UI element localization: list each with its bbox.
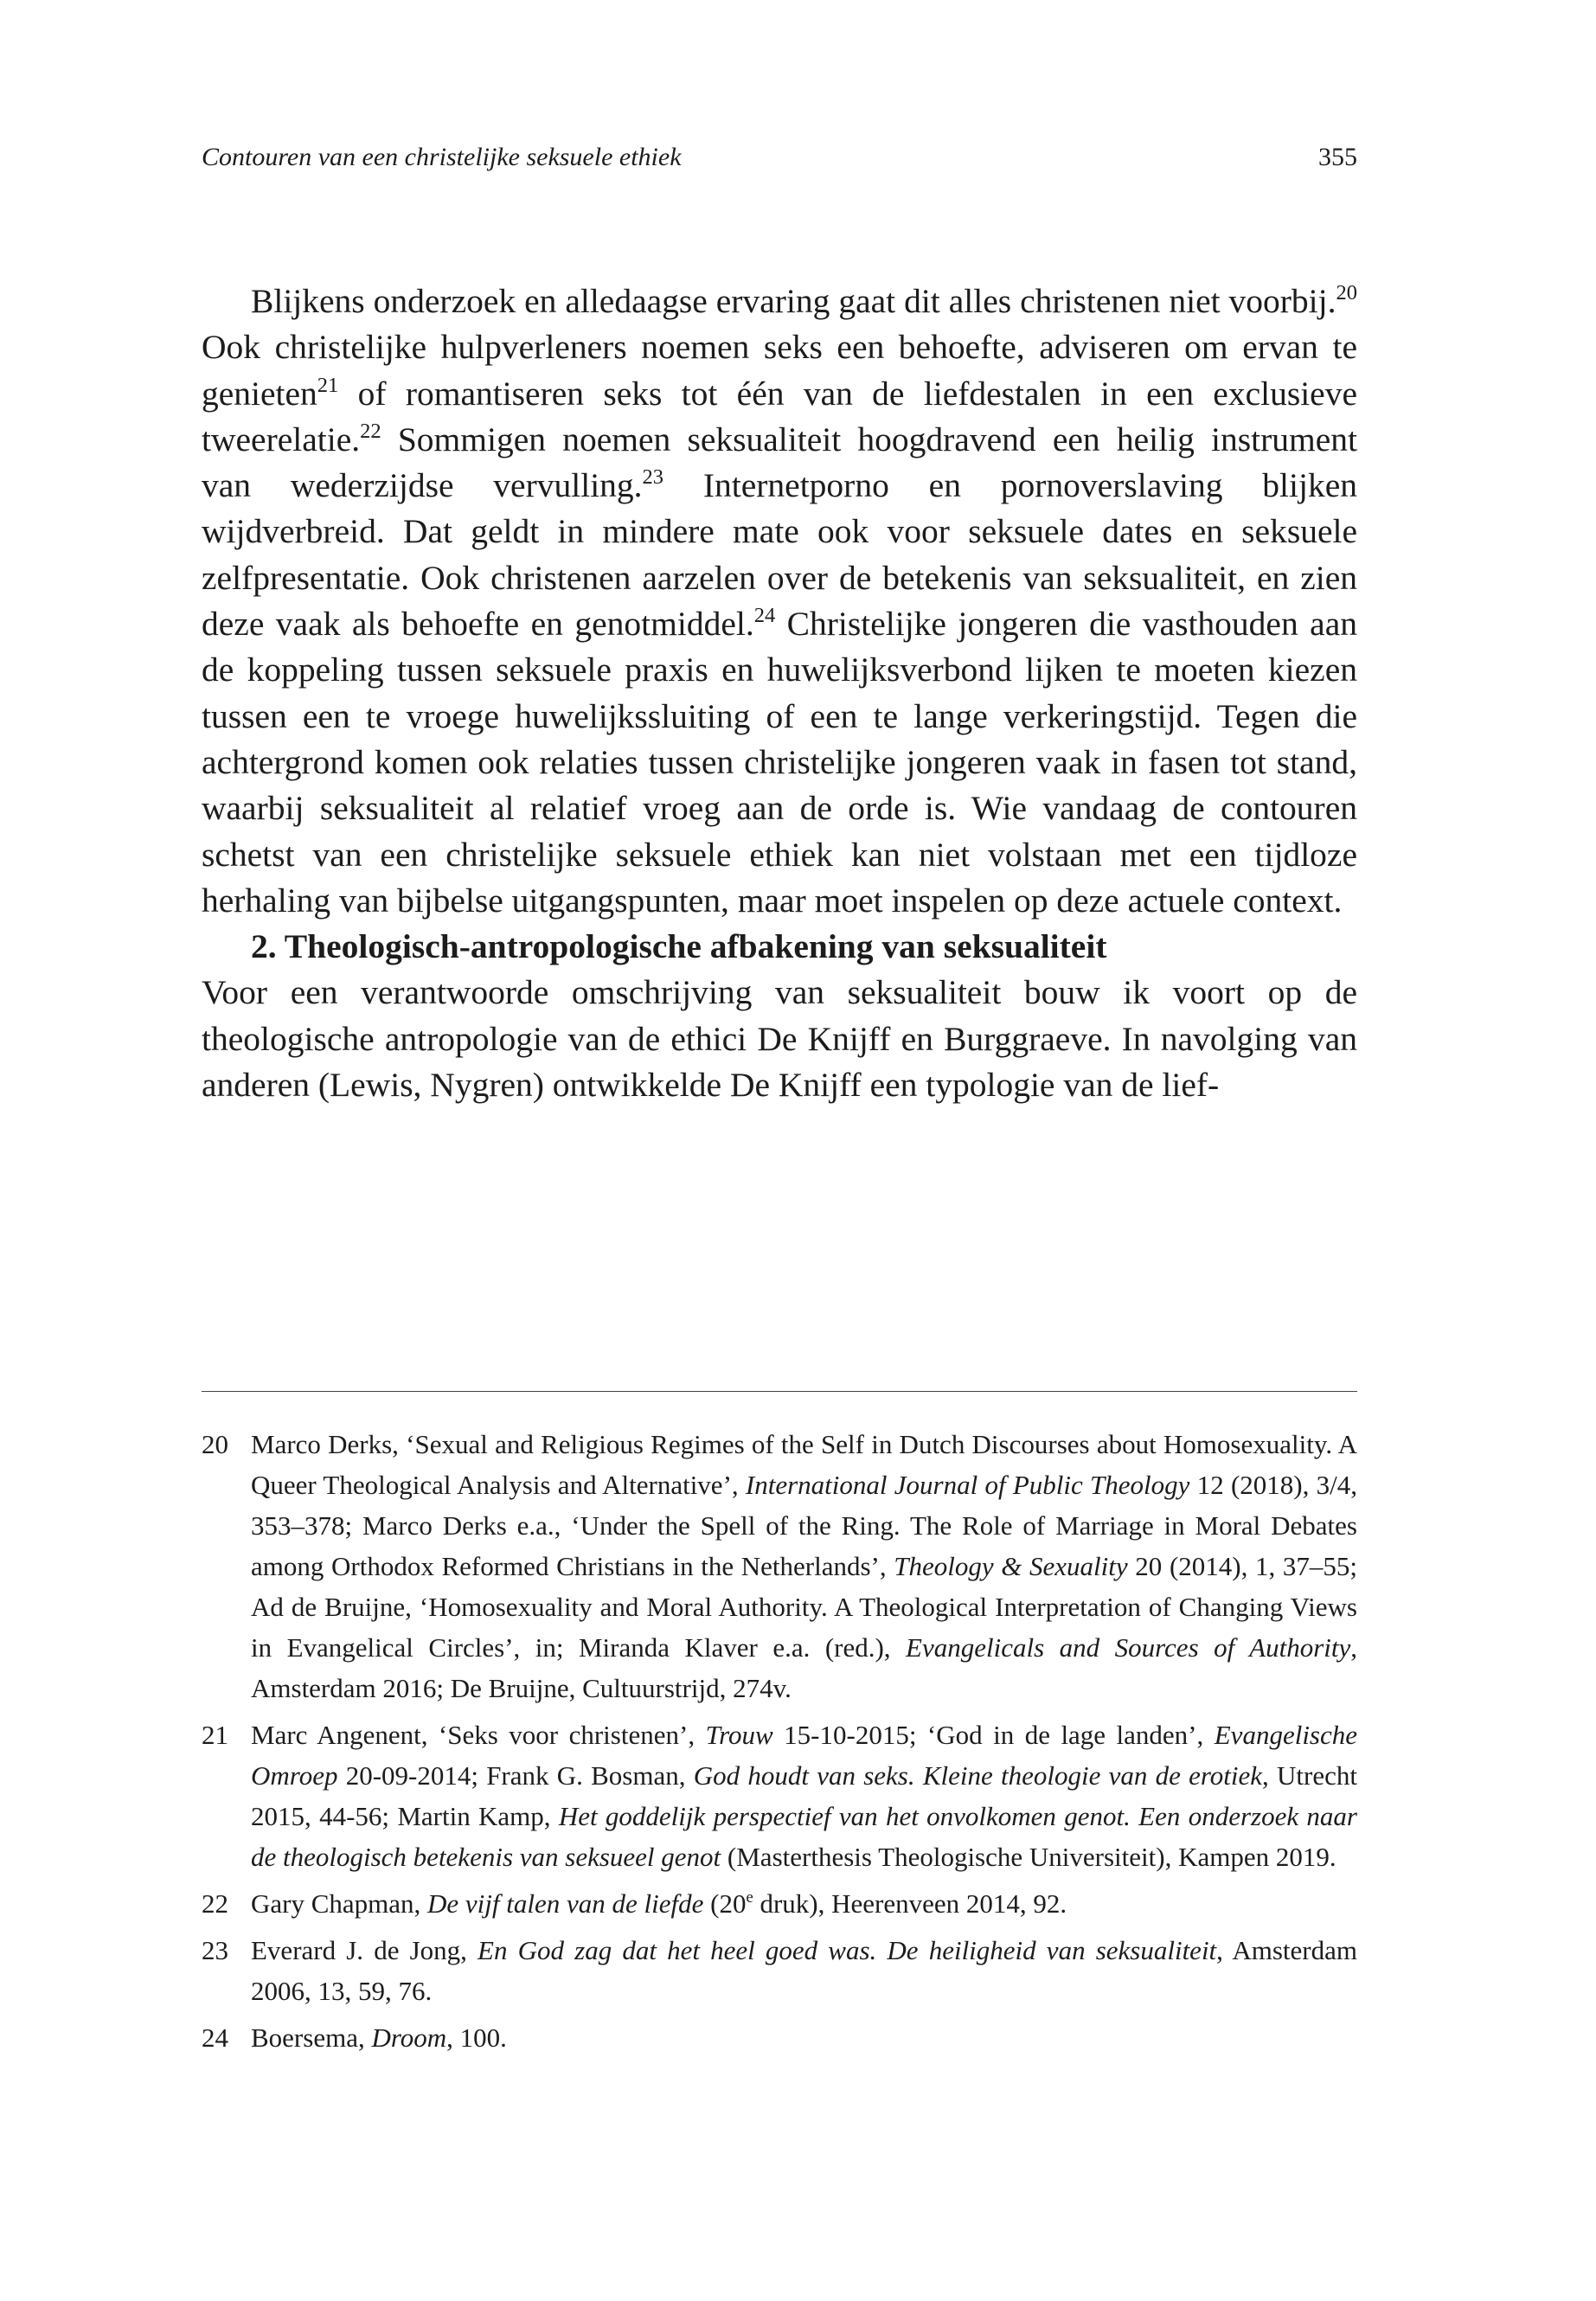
text-run: Ook christelijke hulpverleners noemen seks een behoefte, adviseren om ervan te genieten (202, 328, 1357, 413)
footnote-ref-21: 21 (317, 373, 339, 397)
text-run: (20 (703, 1888, 747, 1919)
footnote-number: 20 (202, 1429, 228, 1459)
text-run: 12 (2018), 3/4, 353–378; Marco Derks e.a., ‘Under the Spell of the Ring. The Role of Marriage in Moral Debates among Orthodox Reformed Christians in the Netherlands’, (251, 1470, 1357, 1581)
footnote-21 (202, 1715, 1357, 1877)
paragraph-1 (202, 279, 1357, 924)
footnote-number: 22 (202, 1888, 228, 1919)
text-run: Christelijke jongeren die vasthouden aan de koppeling tussen seksuele praxis en huwelijksverbond lijken te moeten kiezen tussen een te vroege huwelijkssluiting of een te lange verkeringstijd. Tegen die achtergrond komen ook relaties tussen christelijke jongeren vaak in fasen tot stand, waarbij seksualiteit al relatief vroeg aan de orde is. Wie vandaag de contouren schetst van een christelijke seksuele ethiek kan niet volstaan met een tijdloze herhaling van bijbelse uitgangspunten, maar moet inspelen op deze actuele context. (202, 605, 1357, 920)
footnote-24 (202, 2017, 1357, 2058)
footnote-22 (202, 1883, 1357, 1924)
italic-title: Het goddelijk perspectief van het onvolkomen genot. Een onderzoek naar de theologisch betekenis van seksueel genot (251, 1801, 1357, 1872)
text-run: 20-09-2014; Frank G. Bosman, (337, 1760, 694, 1791)
page-number: 355 (1318, 143, 1357, 171)
footnote-23 (202, 1930, 1357, 2011)
running-head (202, 138, 1357, 176)
text-run: (Masterthesis Theologische Universiteit), Kampen 2019. (721, 1842, 1336, 1872)
text-run: Marco Derks, ‘Sexual and Religious Regimes of the Self in Dutch Discourses about Homosexuality. A Queer Theological Analysis and Alternative’, (251, 1429, 1357, 1500)
footnote-20 (202, 1424, 1357, 1708)
section-heading: 2. Theologisch-antropologische afbakening van seksualiteit (251, 927, 1107, 966)
italic-title: Droom (371, 2022, 447, 2053)
italic-title: Evangelicals and Sources of Authority (906, 1632, 1351, 1663)
text-run: Everard J. de Jong, (251, 1935, 478, 1965)
italic-title: Trouw (705, 1720, 773, 1750)
footnote-divider (202, 1391, 1357, 1392)
text-run: Blijkens onderzoek en alledaagse ervaring gaat dit alles christenen niet voorbij. (251, 282, 1336, 320)
text-run: Boersema, (251, 2022, 372, 2053)
footnote-number: 21 (202, 1720, 228, 1750)
footnote-ref-23: 23 (642, 465, 664, 490)
footnote-ref-24: 24 (753, 603, 776, 627)
text-run: druk), Heerenveen 2014, 92. (753, 1888, 1067, 1919)
italic-title: De vijf talen van de liefde (427, 1888, 704, 1919)
italic-title: International Journal of Public Theology (745, 1470, 1190, 1500)
text-run: of romantiseren seks tot één van de liefdestalen in een exclusieve tweerelatie. (202, 374, 1357, 458)
text-run: Sommigen noemen seksualiteit hoogdravend een heilig instrument van wederzijdse vervulling. (202, 420, 1357, 505)
text-run: , Amsterdam 2006, 13, 59, 76. (251, 1935, 1357, 2006)
italic-title: Theology & Sexuality (894, 1551, 1128, 1581)
book-page (202, 0, 1357, 2301)
text-run: , 100. (446, 2022, 507, 2053)
footnotes (202, 1424, 1357, 2064)
text-run: Internetporno en pornoverslaving blijken wijdverbreid. Dat geldt in mindere mate ook voor seksuele dates en seksuele zelfpresentatie. Ook christenen aarzelen over de betekenis van seksualiteit, en zien deze vaak als behoefte en genotmiddel. (202, 466, 1357, 644)
footnote-ref-22: 22 (360, 419, 381, 443)
italic-title: God houdt van seks. Kleine theologie van de erotiek (693, 1760, 1263, 1791)
text-run: 15-10-2015; ‘God in de lage landen’, (772, 1720, 1215, 1750)
superscript: e (746, 1888, 753, 1907)
text-run: 20 (2014), 1, 37–55; Ad de Bruijne, ‘Homosexuality and Moral Authority. A Theological Interpretation of Changing Views in Evangelical Circles’, in; Miranda Klaver e.a. (red.), (251, 1551, 1358, 1663)
text-run: , Amsterdam 2016; De Bruijne, Cultuurstrijd, 274v. (251, 1632, 1358, 1703)
text-run: Marc Angenent, ‘Seks voor christenen’, (251, 1720, 706, 1750)
text-run: Gary Chapman, (251, 1888, 428, 1919)
italic-title: Evangelische Omroep (251, 1720, 1358, 1791)
italic-title: En God zag dat het heel goed was. De heiligheid van seksualiteit (478, 1935, 1217, 1965)
paragraph-2: Voor een verantwoorde omschrijving van seksualiteit bouw ik voort op de theologische antropologie van de ethici De Knijff en Burggraeve. In navolging van anderen (Lewis, Nygren) ontwikkelde De Knijff een typologie van de lief- (202, 973, 1357, 1105)
footnote-ref-20: 20 (1336, 280, 1357, 304)
footnote-number: 24 (202, 2022, 228, 2053)
footnote-number: 23 (202, 1935, 228, 1965)
main-text (202, 279, 1357, 1108)
text-run: , Utrecht 2015, 44-56; Martin Kamp, (251, 1760, 1357, 1831)
running-title: Contouren van een christelijke seksuele ethiek (202, 143, 682, 171)
